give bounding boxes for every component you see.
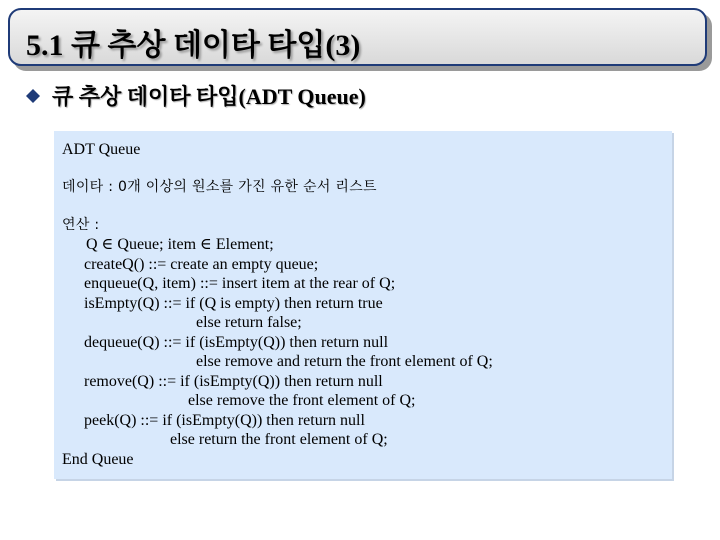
adt-header: ADT Queue <box>62 141 141 158</box>
adt-op-line: else remove and return the front element of Q; <box>196 353 493 370</box>
adt-op-line: peek(Q) ::= if (isEmpty(Q)) then return null <box>84 412 365 429</box>
slide-title: 5.1 큐 추상 데이타 타입(3) <box>26 29 361 62</box>
adt-content-box <box>54 131 672 479</box>
bullet-row <box>26 80 366 111</box>
bullet-text: 큐 추상 데이타 타입(ADT Queue) <box>52 84 366 109</box>
adt-op-line: dequeue(Q) ::= if (isEmpty(Q)) then return null <box>84 334 389 351</box>
adt-op-line: Q ∈ Queue; item ∈ Element; <box>86 236 274 253</box>
adt-op-line: createQ() ::= create an empty queue; <box>84 256 319 273</box>
adt-op-line: else return the front element of Q; <box>170 431 388 448</box>
title-box <box>8 8 707 66</box>
adt-footer: End Queue <box>62 451 134 468</box>
diamond-bullet-icon <box>26 89 40 103</box>
adt-ops-label: 연산 : <box>62 217 100 233</box>
adt-data-line: 데이타 : 0개 이상의 원소를 가진 유한 순서 리스트 <box>62 179 377 195</box>
adt-op-line: enqueue(Q, item) ::= insert item at the rear of Q; <box>84 275 396 292</box>
adt-op-line: remove(Q) ::= if (isEmpty(Q)) then return null <box>84 373 383 390</box>
adt-op-line: isEmpty(Q) ::= if (Q is empty) then return true <box>84 295 383 312</box>
adt-op-line: else remove the front element of Q; <box>188 392 416 409</box>
adt-op-line: else return false; <box>196 314 302 331</box>
